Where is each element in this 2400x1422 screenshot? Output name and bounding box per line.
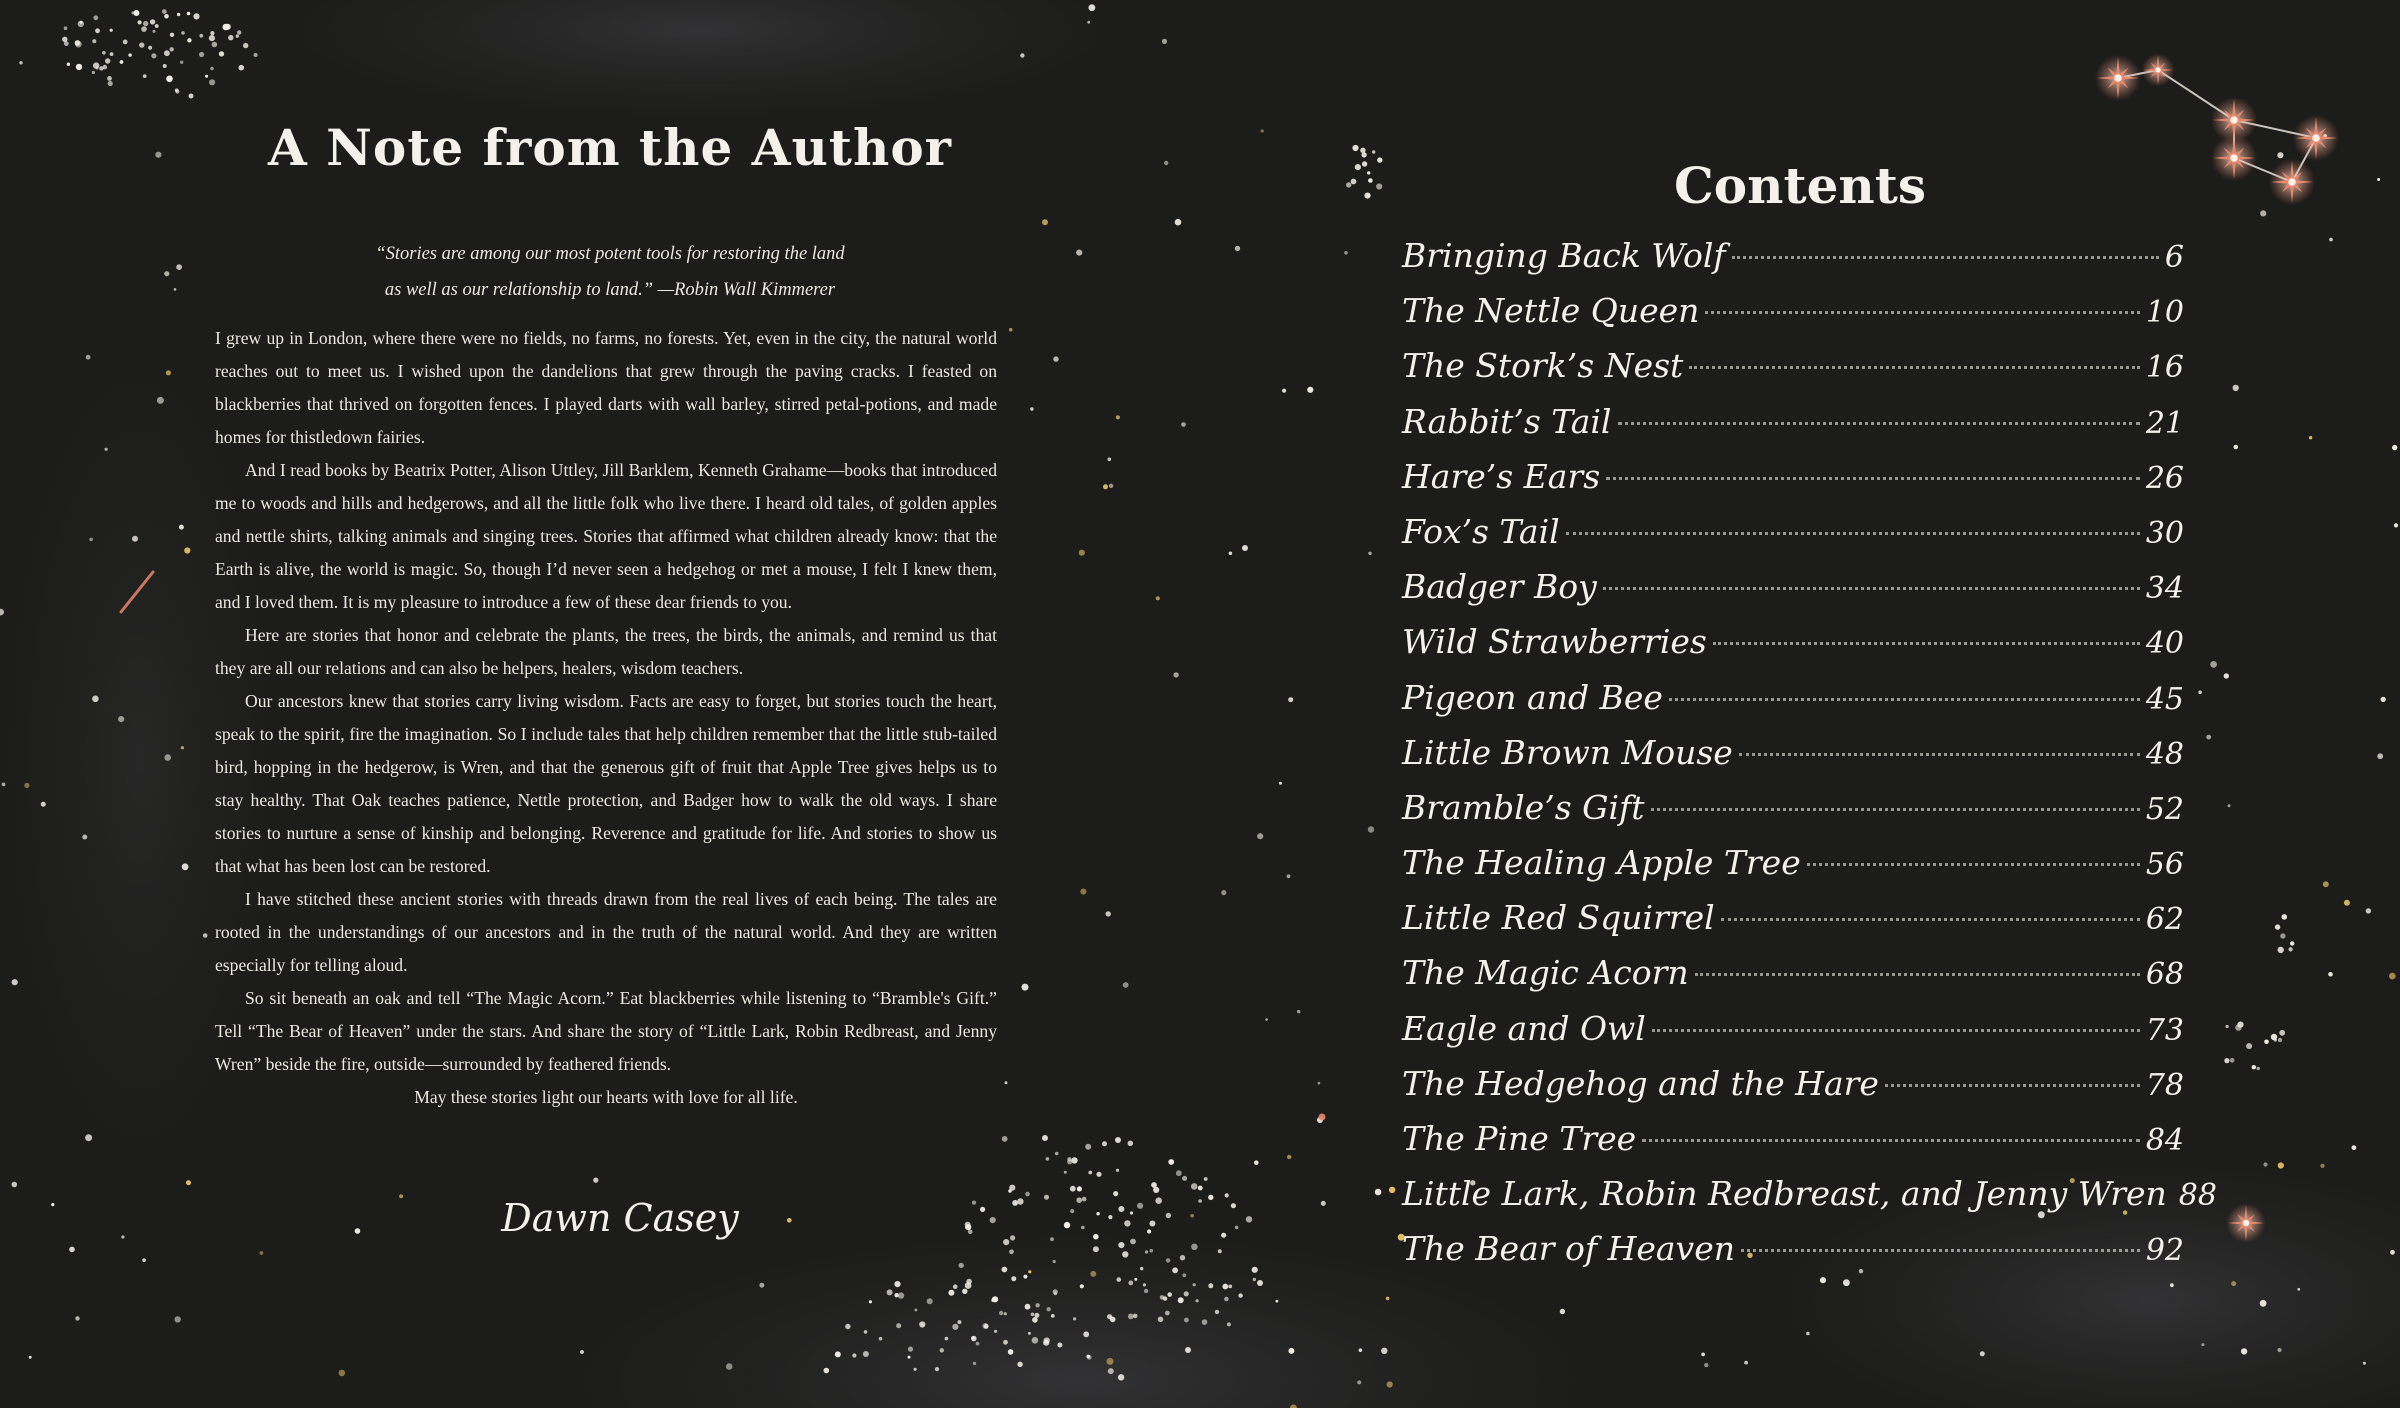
toc-leader-dots [1669, 698, 2140, 701]
toc-entry-page: 30 [2145, 515, 2184, 551]
toc-entry-title: The Stork’s Nest [1402, 346, 1684, 386]
contents-title: Contents [1673, 156, 1926, 215]
toc-leader-dots [1732, 256, 2159, 259]
toc-leader-dots [1721, 918, 2140, 921]
toc-entry [1402, 788, 2184, 843]
toc-entry [1402, 678, 2184, 733]
toc-entry [1402, 733, 2184, 788]
toc-leader-dots [1642, 1139, 2140, 1142]
toc-leader-dots [1606, 477, 2140, 480]
epigraph-quote [260, 236, 960, 308]
toc-entry-page: 45 [2145, 681, 2184, 717]
toc-entry-page: 10 [2145, 295, 2184, 331]
paragraph: Here are stories that honor and celebrate the plants, the trees, the birds, the animals, and remind us that they are all our relations and can also be helpers, healers, wisdom teachers. [215, 625, 997, 678]
toc-entry-page: 34 [2145, 571, 2184, 607]
toc-entry-page: 88 [2178, 1178, 2217, 1214]
toc-entry-page: 73 [2145, 1012, 2184, 1048]
toc-entry-title: Rabbit’s Tail [1402, 401, 1612, 441]
toc-entry-page: 84 [2145, 1123, 2184, 1158]
toc-entry [1402, 236, 2184, 291]
paragraph: I grew up in London, where there were no fields, no farms, no forests. Yet, even in the city, the natural world reaches out to meet us. I wished upon the dandelions that grew through the paving cracks. I feasted on blackberries that thrived on forgotten fences. I played darts with wall barley, stirred petal-potions, and made homes for thistledown fairies. [215, 328, 997, 447]
note-title: A Note from the Author [267, 118, 953, 177]
toc-entry-title: The Hedgehog and the Hare [1402, 1063, 1879, 1103]
page-bottom-margin [0, 1408, 2400, 1422]
toc-leader-dots [1603, 587, 2140, 590]
toc-leader-dots [1651, 808, 2140, 811]
toc-entry-page: 40 [2145, 626, 2184, 662]
toc-leader-dots [1885, 1084, 2140, 1087]
toc-entry [1402, 512, 2184, 567]
toc-entry [1402, 1064, 2184, 1119]
toc-entry-page: 16 [2145, 350, 2184, 386]
author-signature: Dawn Casey [501, 1196, 739, 1240]
toc-entry-title: Badger Boy [1402, 567, 1597, 607]
quote-line: as well as our relationship to land.” —Robin Wall Kimmerer [384, 280, 836, 300]
toc-leader-dots [1566, 532, 2140, 535]
toc-entry [1402, 457, 2184, 512]
toc-entry [1402, 898, 2184, 953]
toc-entry [1402, 346, 2184, 401]
toc-leader-dots [1618, 422, 2140, 425]
toc-entry [1402, 567, 2184, 622]
toc-entry-title: Eagle and Owl [1402, 1008, 1646, 1048]
toc-entry-page: 92 [2145, 1233, 2184, 1269]
toc-entry-page: 56 [2145, 847, 2184, 883]
toc-entry-title: Pigeon and Bee [1402, 677, 1663, 717]
toc-leader-dots [1807, 863, 2140, 866]
toc-entry [1402, 1119, 2184, 1174]
toc-entry-title: Little Lark, Robin Redbreast, and Jenny Wren [1402, 1174, 2167, 1214]
toc-entry-page: 6 [2164, 240, 2184, 275]
toc-entry-title: The Nettle Queen [1402, 291, 1700, 331]
toc-entry-title: The Bear of Heaven [1402, 1229, 1735, 1269]
table-of-contents [1402, 236, 2217, 1285]
toc-leader-dots [1695, 973, 2140, 976]
closing-line: May these stories light our hearts with love for all life. [414, 1087, 798, 1107]
toc-entry-title: Hare’s Ears [1402, 456, 1601, 496]
paragraph: I have stitched these ancient stories with threads drawn from the real lives of each being. The tales are rooted in the understandings of our ancestors and in the truth of the natural world. And they are written especially for telling aloud. [215, 889, 997, 975]
toc-entry-title: Little Red Squirrel [1402, 898, 1715, 938]
toc-entry-title: The Pine Tree [1402, 1119, 1637, 1158]
toc-entry-title: The Magic Acorn [1402, 953, 1689, 993]
toc-leader-dots [1713, 642, 2140, 645]
toc-entry-page: 78 [2145, 1067, 2184, 1103]
toc-entry-title: Bramble’s Gift [1402, 787, 1645, 827]
toc-leader-dots [1689, 366, 2140, 369]
toc-entry [1402, 1009, 2184, 1064]
toc-entry [1402, 1229, 2184, 1284]
paragraph: And I read books by Beatrix Potter, Alison Uttley, Jill Barklem, Kenneth Grahame—books that introduced me to woods and hills and hedgerows, and all the little folk who live there. I heard old tales, of golden apples and nettle shirts, talking animals and singing trees. Stories that affirmed what children already know: that the Earth is alive, the world is magic. So, though I’d never seen a hedgehog or met a mouse, I felt I knew them, and I loved them. It is my pleasure to introduce a few of these dear friends to you. [215, 460, 997, 612]
toc-entry [1402, 953, 2184, 1008]
note-body [215, 322, 997, 1114]
toc-entry-page: 48 [2145, 736, 2184, 772]
paragraph: So sit beneath an oak and tell “The Magic Acorn.” Eat blackberries while listening to “Bramble's Gift.” Tell “The Bear of Heaven” under the stars. And share the story of “Little Lark, Robin Redbreast, and Jenny Wren” beside the fire, outside—surrounded by feathered friends. [215, 988, 997, 1074]
toc-entry-page: 68 [2145, 957, 2184, 993]
toc-entry [1402, 622, 2184, 677]
toc-entry [1402, 1174, 2217, 1229]
toc-entry-title: Bringing Back Wolf [1402, 236, 1726, 275]
toc-leader-dots [1705, 311, 2139, 314]
toc-entry-title: Fox’s Tail [1402, 511, 1560, 551]
toc-leader-dots [1739, 753, 2140, 756]
toc-entry-page: 62 [2145, 902, 2184, 938]
toc-leader-dots [1652, 1029, 2140, 1032]
toc-entry-title: Little Brown Mouse [1402, 732, 1733, 772]
toc-entry [1402, 843, 2184, 898]
toc-entry-page: 52 [2145, 791, 2184, 827]
toc-entry-title: Wild Strawberries [1402, 622, 1707, 662]
toc-entry-page: 26 [2145, 460, 2184, 496]
toc-entry [1402, 402, 2184, 457]
quote-line: “Stories are among our most potent tools for restoring the land [375, 244, 845, 264]
toc-entry-page: 21 [2145, 405, 2184, 441]
toc-entry-title: The Healing Apple Tree [1402, 843, 1801, 883]
toc-entry [1402, 291, 2184, 346]
toc-leader-dots [1741, 1249, 2140, 1252]
paragraph: Our ancestors knew that stories carry living wisdom. Facts are easy to forget, but stories touch the heart, speak to the spirit, fire the imagination. So I include tales that help children remember that the little stub-tailed bird, hopping in the hedgerow, is Wren, and that the generous gift of fruit that Apple Tree gives helps us to stay healthy. That Oak teaches patience, Nettle protection, and Badger how to walk the old ways. I share stories to nurture a sense of kinship and belonging. Reverence and gratitude for life. And stories to show us that what has been lost can be restored. [215, 691, 997, 876]
